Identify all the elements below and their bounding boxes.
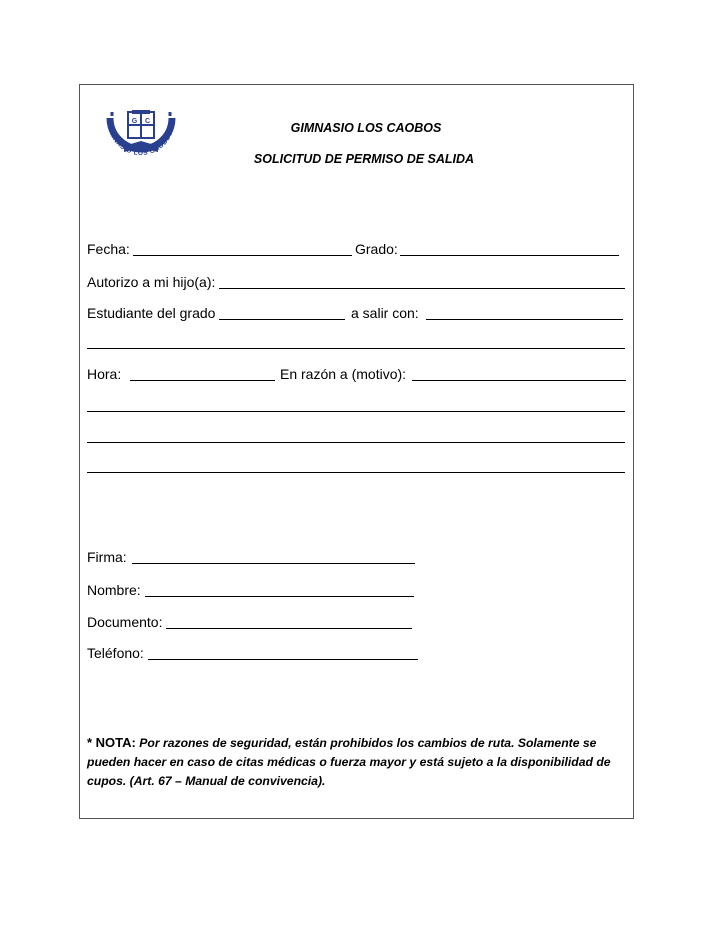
crest-ring-text: GIMNASIO LOS CAOBOS [106, 124, 175, 158]
blank-line[interactable] [87, 348, 625, 349]
salir-con-label: a salir con: [351, 305, 419, 321]
grado-field[interactable] [400, 255, 619, 256]
estudiante-grado-label: Estudiante del grado [87, 305, 216, 321]
crest-letter-g: G [131, 118, 138, 125]
salir-con-field[interactable] [426, 319, 623, 320]
nota-label: * NOTA: [87, 735, 136, 750]
autorizo-field[interactable] [219, 288, 625, 289]
firma-field[interactable] [132, 563, 415, 564]
crest-letter-c: C [144, 118, 151, 125]
nota-text: Por razones de seguridad, están prohibidos los cambios de ruta. Solamente se pueden hacer en caso de citas médicas o fuerza mayor y está sujeto a la disponibilidad de cupos. (Art. 67 – Manual de convivencia). [87, 736, 611, 788]
nombre-label: Nombre: [87, 582, 141, 598]
form-title: SOLICITUD DE PERMISO DE SALIDA [253, 152, 475, 166]
blank-line[interactable] [87, 411, 625, 412]
autorizo-label: Autorizo a mi hijo(a): [87, 274, 216, 290]
nota-block [87, 733, 627, 791]
nombre-field[interactable] [145, 596, 414, 597]
form-border [79, 84, 634, 819]
motivo-label: En razón a (motivo): [280, 366, 407, 382]
hora-field[interactable] [130, 380, 275, 381]
grado-label: Grado: [355, 241, 398, 257]
telefono-field[interactable] [148, 659, 418, 660]
documento-field[interactable] [166, 628, 412, 629]
fecha-label: Fecha: [87, 241, 130, 257]
fecha-field[interactable] [133, 255, 352, 256]
firma-label: Firma: [87, 549, 127, 565]
blank-line[interactable] [87, 472, 625, 473]
blank-line[interactable] [87, 442, 625, 443]
school-name: GIMNASIO LOS CAOBOS [290, 121, 442, 135]
telefono-label: Teléfono: [87, 645, 144, 661]
hora-label: Hora: [87, 366, 122, 382]
documento-label: Documento: [87, 614, 163, 630]
estudiante-grado-field[interactable] [219, 319, 345, 320]
motivo-field[interactable] [412, 380, 626, 381]
